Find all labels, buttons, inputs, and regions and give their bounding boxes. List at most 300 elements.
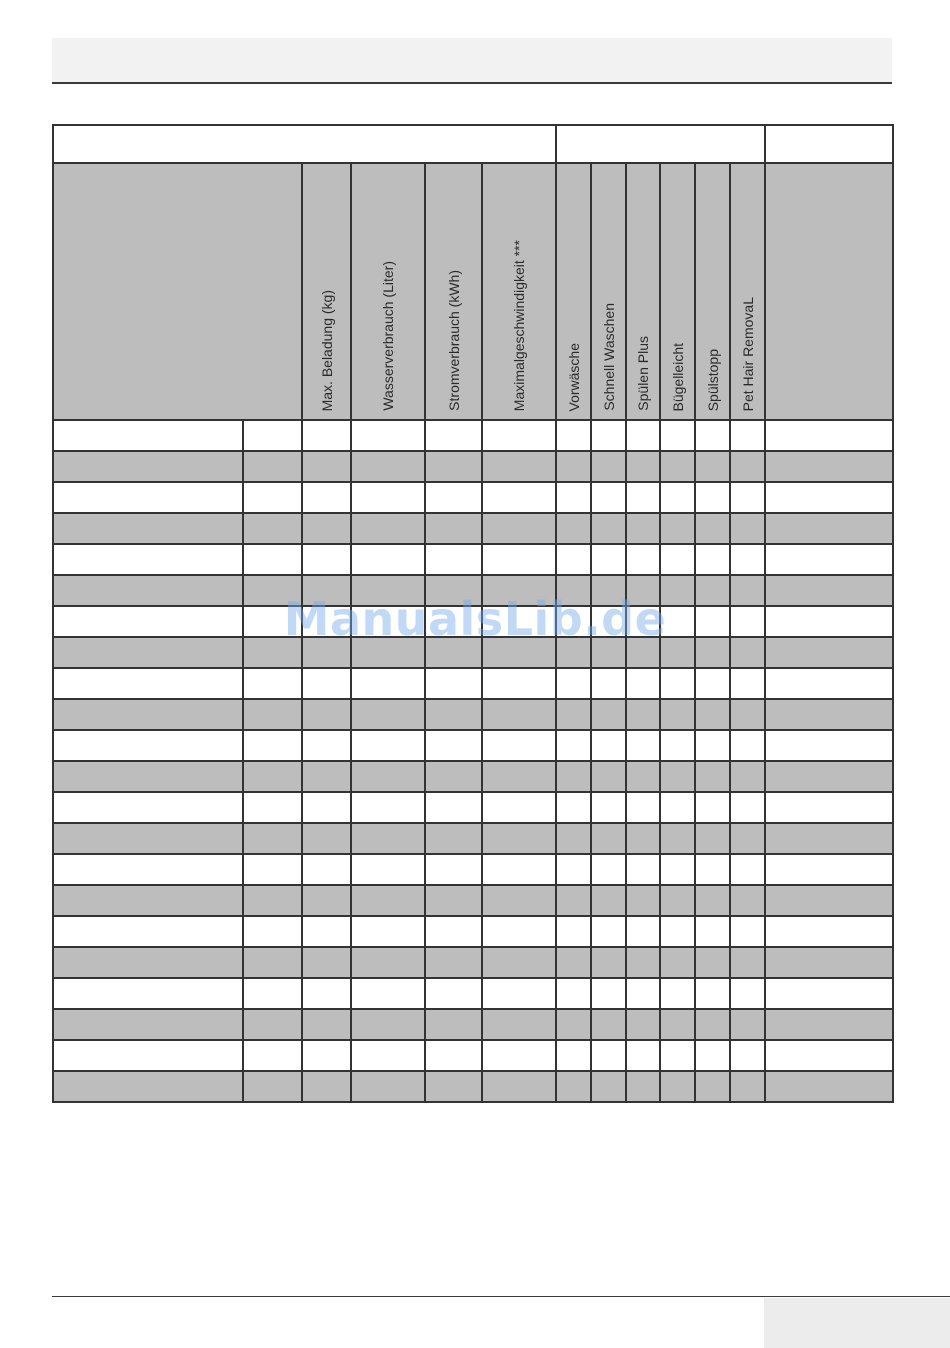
- table-cell: [695, 854, 730, 885]
- table-cell: [660, 1071, 695, 1102]
- column-header-energy: Stromverbrauch (kWh): [445, 270, 462, 411]
- table-row: [53, 854, 893, 885]
- table-cell: [626, 668, 660, 699]
- table-cell: [482, 513, 556, 544]
- table-cell: [765, 916, 893, 947]
- header-cell-pet-hair: [730, 163, 765, 420]
- table-cell: [660, 1009, 695, 1040]
- table-cell: [482, 420, 556, 451]
- table-cell: [591, 637, 626, 668]
- table-cell: [425, 420, 482, 451]
- table-cell: [425, 885, 482, 916]
- table-row: [53, 451, 893, 482]
- table-cell: [243, 916, 302, 947]
- table-cell: [556, 451, 591, 482]
- table-cell: [765, 482, 893, 513]
- table-cell: [765, 637, 893, 668]
- table-cell: [695, 1040, 730, 1071]
- header-cell-max-load: [302, 163, 351, 420]
- table-cell: [660, 978, 695, 1009]
- table-cell: [482, 637, 556, 668]
- table-cell: [695, 823, 730, 854]
- table-cell: [351, 1009, 425, 1040]
- table-cell: [626, 451, 660, 482]
- table-cell: [243, 668, 302, 699]
- table-cell: [591, 575, 626, 606]
- table-cell: [53, 916, 243, 947]
- page-header-bar: [52, 38, 892, 84]
- table-row: [53, 420, 893, 451]
- table-cell: [482, 1040, 556, 1071]
- table-cell: [765, 513, 893, 544]
- table-cell: [765, 730, 893, 761]
- table-cell: [626, 637, 660, 668]
- table-cell: [243, 1071, 302, 1102]
- table-cell: [591, 916, 626, 947]
- table-cell: [591, 1071, 626, 1102]
- table-cell: [765, 1009, 893, 1040]
- table-cell: [53, 668, 243, 699]
- table-row: [53, 823, 893, 854]
- table-cell: [730, 513, 765, 544]
- column-header-max-load: Max. Beladung (kg): [318, 289, 335, 411]
- table-cell: [730, 1009, 765, 1040]
- table-cell: [53, 575, 243, 606]
- header-cell-water: [351, 163, 425, 420]
- table-cell: [302, 1040, 351, 1071]
- table-cell: [556, 885, 591, 916]
- column-header-rinse-hold: Spülstopp: [704, 348, 721, 411]
- table-cell: [765, 823, 893, 854]
- footer-rule: [52, 1296, 950, 1297]
- table-cell: [482, 916, 556, 947]
- table-cell: [695, 420, 730, 451]
- table-cell: [730, 854, 765, 885]
- table-cell: [351, 885, 425, 916]
- table-cell: [302, 761, 351, 792]
- header-cell-rinse-hold: [695, 163, 730, 420]
- table-cell: [695, 668, 730, 699]
- table-cell: [695, 730, 730, 761]
- table-cell: [302, 544, 351, 575]
- table-row: [53, 761, 893, 792]
- table-cell: [660, 668, 695, 699]
- table-cell: [53, 513, 243, 544]
- table-cell: [351, 513, 425, 544]
- table-cell: [695, 792, 730, 823]
- table-cell: [765, 1071, 893, 1102]
- table-cell: [730, 792, 765, 823]
- table-cell: [53, 1040, 243, 1071]
- table-cell: [556, 668, 591, 699]
- table-cell: [243, 978, 302, 1009]
- table-cell: [425, 513, 482, 544]
- table-cell: [243, 854, 302, 885]
- table-cell: [351, 1071, 425, 1102]
- table-cell: [591, 792, 626, 823]
- table-cell: [351, 637, 425, 668]
- table-row: [53, 916, 893, 947]
- table-cell: [425, 792, 482, 823]
- table-row: [53, 544, 893, 575]
- table-cell: [591, 420, 626, 451]
- table-cell: [695, 947, 730, 978]
- table-cell: [302, 823, 351, 854]
- table-cell: [351, 544, 425, 575]
- table-cell: [695, 513, 730, 544]
- header-cell-energy: [425, 163, 482, 420]
- table-cell: [591, 544, 626, 575]
- table-cell: [695, 916, 730, 947]
- table-cell: [730, 637, 765, 668]
- table-cell: [302, 637, 351, 668]
- table-cell: [425, 978, 482, 1009]
- table-cell: [660, 544, 695, 575]
- table-row: [53, 1009, 893, 1040]
- table-cell: [730, 606, 765, 637]
- table-cell: [626, 606, 660, 637]
- table-cell: [556, 823, 591, 854]
- header-cell-max-speed: [482, 163, 556, 420]
- table-cell: [302, 482, 351, 513]
- table-top-row: [53, 125, 893, 163]
- table-cell: [626, 575, 660, 606]
- table-cell: [591, 513, 626, 544]
- column-header-max-speed: Maximalgeschwindigkeit ***: [511, 239, 528, 411]
- table-cell: [660, 1040, 695, 1071]
- table-row: [53, 482, 893, 513]
- table-cell: [53, 823, 243, 854]
- table-cell: [53, 761, 243, 792]
- table-cell: [626, 947, 660, 978]
- table-cell: [765, 854, 893, 885]
- table-cell: [302, 916, 351, 947]
- table-cell: [730, 730, 765, 761]
- column-header-quick-wash: Schnell Waschen: [600, 303, 617, 411]
- table-cell: [730, 947, 765, 978]
- table-cell: [351, 730, 425, 761]
- table-cell: [626, 1071, 660, 1102]
- table-cell: [243, 544, 302, 575]
- table-cell: [660, 823, 695, 854]
- table-header-row: [53, 163, 893, 420]
- table-cell: [556, 1040, 591, 1071]
- table-cell: [730, 1071, 765, 1102]
- table-cell: [243, 420, 302, 451]
- table-cell: [626, 885, 660, 916]
- table-cell: [730, 482, 765, 513]
- table-cell: [556, 730, 591, 761]
- table-cell: [556, 544, 591, 575]
- table-cell: [730, 575, 765, 606]
- table-cell: [302, 854, 351, 885]
- table-cell: [243, 761, 302, 792]
- table-cell: [243, 1040, 302, 1071]
- table-cell: [556, 482, 591, 513]
- table-cell: [243, 699, 302, 730]
- table-cell: [556, 420, 591, 451]
- table-cell: [695, 885, 730, 916]
- table-cell: [730, 885, 765, 916]
- table-cell: [591, 668, 626, 699]
- table-cell: [425, 606, 482, 637]
- table-cell: [53, 420, 243, 451]
- table-cell: [695, 1071, 730, 1102]
- table-cell: [302, 420, 351, 451]
- table-cell: [695, 544, 730, 575]
- table-cell: [591, 730, 626, 761]
- table-row: [53, 792, 893, 823]
- table-cell: [591, 761, 626, 792]
- table-cell: [660, 575, 695, 606]
- footer-page-box: [764, 1298, 950, 1348]
- table-cell: [302, 606, 351, 637]
- table-row: [53, 730, 893, 761]
- table-cell: [302, 575, 351, 606]
- table-cell: [482, 947, 556, 978]
- column-header-rinse-plus: Spülen Plus: [635, 336, 652, 411]
- table-cell: [351, 792, 425, 823]
- table-cell: [53, 451, 243, 482]
- table-cell: [626, 420, 660, 451]
- table-cell: [660, 513, 695, 544]
- table-cell: [302, 1009, 351, 1040]
- table-cell: [53, 637, 243, 668]
- table-cell: [626, 513, 660, 544]
- table-cell: [482, 730, 556, 761]
- top-cell-options: [556, 125, 765, 163]
- table-cell: [425, 761, 482, 792]
- table-row: [53, 978, 893, 1009]
- table-row: [53, 668, 893, 699]
- table-cell: [302, 513, 351, 544]
- table-cell: [425, 451, 482, 482]
- table-cell: [243, 513, 302, 544]
- table-cell: [53, 978, 243, 1009]
- table-cell: [730, 916, 765, 947]
- top-cell-programs: [53, 125, 556, 163]
- table-cell: [556, 1071, 591, 1102]
- table-cell: [591, 885, 626, 916]
- table-cell: [765, 885, 893, 916]
- table-cell: [243, 885, 302, 916]
- table-cell: [243, 792, 302, 823]
- table-cell: [302, 885, 351, 916]
- table-cell: [302, 1071, 351, 1102]
- table-cell: [626, 761, 660, 792]
- table-cell: [765, 699, 893, 730]
- table-cell: [591, 1009, 626, 1040]
- table-cell: [626, 854, 660, 885]
- table-cell: [482, 792, 556, 823]
- table-cell: [695, 575, 730, 606]
- table-cell: [730, 1040, 765, 1071]
- table-cell: [351, 699, 425, 730]
- table-cell: [243, 482, 302, 513]
- table-cell: [556, 699, 591, 730]
- table-cell: [482, 668, 556, 699]
- table-cell: [482, 1071, 556, 1102]
- table-cell: [730, 420, 765, 451]
- table-cell: [482, 451, 556, 482]
- table-cell: [765, 451, 893, 482]
- table-cell: [626, 1009, 660, 1040]
- table-row: [53, 575, 893, 606]
- table-cell: [660, 854, 695, 885]
- header-cell-quick-wash: [591, 163, 626, 420]
- table-cell: [626, 699, 660, 730]
- watermark: ManualsLib.de: [283, 592, 667, 646]
- table-cell: [695, 978, 730, 1009]
- table-cell: [730, 978, 765, 1009]
- table-cell: [482, 978, 556, 1009]
- table-cell: [351, 916, 425, 947]
- table-cell: [556, 761, 591, 792]
- table-cell: [482, 1009, 556, 1040]
- table-cell: [425, 544, 482, 575]
- table-cell: [765, 668, 893, 699]
- table-cell: [351, 947, 425, 978]
- table-cell: [660, 451, 695, 482]
- table-cell: [482, 761, 556, 792]
- table-cell: [243, 823, 302, 854]
- table-cell: [556, 513, 591, 544]
- table-cell: [482, 885, 556, 916]
- table-cell: [660, 947, 695, 978]
- table-cell: [425, 575, 482, 606]
- table-cell: [425, 1040, 482, 1071]
- table-cell: [53, 792, 243, 823]
- table-cell: [730, 451, 765, 482]
- table-cell: [730, 544, 765, 575]
- table-cell: [53, 699, 243, 730]
- table-cell: [351, 854, 425, 885]
- table-cell: [695, 451, 730, 482]
- table-cell: [591, 854, 626, 885]
- table-cell: [53, 885, 243, 916]
- table-cell: [765, 544, 893, 575]
- table-cell: [765, 978, 893, 1009]
- table-cell: [660, 699, 695, 730]
- table-cell: [765, 1040, 893, 1071]
- table-cell: [730, 761, 765, 792]
- table-cell: [243, 575, 302, 606]
- table-cell: [53, 606, 243, 637]
- table-cell: [351, 482, 425, 513]
- table-cell: [556, 637, 591, 668]
- table-cell: [482, 699, 556, 730]
- table-cell: [556, 606, 591, 637]
- table-cell: [626, 544, 660, 575]
- header-cell-program: [53, 163, 302, 420]
- table-cell: [53, 544, 243, 575]
- table-cell: [243, 730, 302, 761]
- table-cell: [765, 761, 893, 792]
- table-cell: [425, 482, 482, 513]
- program-table: [52, 124, 894, 1103]
- table-row: [53, 513, 893, 544]
- table-row: [53, 947, 893, 978]
- table-cell: [695, 699, 730, 730]
- table-cell: [591, 451, 626, 482]
- column-header-prewash: Vorwäsche: [565, 342, 582, 411]
- table-cell: [591, 823, 626, 854]
- table-cell: [302, 947, 351, 978]
- table-cell: [482, 606, 556, 637]
- table-cell: [482, 823, 556, 854]
- table-cell: [695, 1009, 730, 1040]
- header-cell-prewash: [556, 163, 591, 420]
- table-cell: [351, 668, 425, 699]
- table-cell: [765, 420, 893, 451]
- table-cell: [626, 1040, 660, 1071]
- table-cell: [425, 699, 482, 730]
- table-cell: [425, 947, 482, 978]
- table-cell: [351, 606, 425, 637]
- table-cell: [53, 1009, 243, 1040]
- table-cell: [351, 761, 425, 792]
- table-cell: [53, 854, 243, 885]
- table-row: [53, 1071, 893, 1102]
- table-cell: [556, 1009, 591, 1040]
- table-cell: [591, 606, 626, 637]
- table-cell: [425, 637, 482, 668]
- column-header-easy-iron: Bügelleicht: [669, 342, 686, 411]
- table-cell: [53, 730, 243, 761]
- table-cell: [695, 761, 730, 792]
- table-row: [53, 885, 893, 916]
- table-cell: [556, 792, 591, 823]
- table-cell: [53, 1071, 243, 1102]
- table-cell: [765, 792, 893, 823]
- table-cell: [626, 730, 660, 761]
- table-cell: [765, 606, 893, 637]
- table-cell: [302, 792, 351, 823]
- table-cell: [591, 1040, 626, 1071]
- table-cell: [591, 978, 626, 1009]
- table-cell: [660, 792, 695, 823]
- table-cell: [425, 730, 482, 761]
- table-cell: [660, 916, 695, 947]
- table-cell: [626, 978, 660, 1009]
- table-cell: [591, 947, 626, 978]
- table-cell: [556, 916, 591, 947]
- table-cell: [482, 482, 556, 513]
- table-cell: [351, 1040, 425, 1071]
- table-cell: [660, 420, 695, 451]
- table-cell: [660, 730, 695, 761]
- table-cell: [730, 699, 765, 730]
- table-cell: [556, 575, 591, 606]
- table-cell: [243, 606, 302, 637]
- table-cell: [730, 668, 765, 699]
- table-row: [53, 637, 893, 668]
- table-cell: [556, 978, 591, 1009]
- table-cell: [351, 978, 425, 1009]
- column-header-pet-hair: Pet Hair RemovaL: [739, 296, 756, 411]
- table-cell: [695, 606, 730, 637]
- table-cell: [351, 823, 425, 854]
- table-cell: [660, 885, 695, 916]
- table-cell: [425, 668, 482, 699]
- table-cell: [243, 1009, 302, 1040]
- top-cell-temperature: [765, 125, 893, 163]
- table-cell: [660, 606, 695, 637]
- table-row: [53, 699, 893, 730]
- table-cell: [626, 792, 660, 823]
- table-cell: [660, 482, 695, 513]
- table-body: [53, 420, 893, 1102]
